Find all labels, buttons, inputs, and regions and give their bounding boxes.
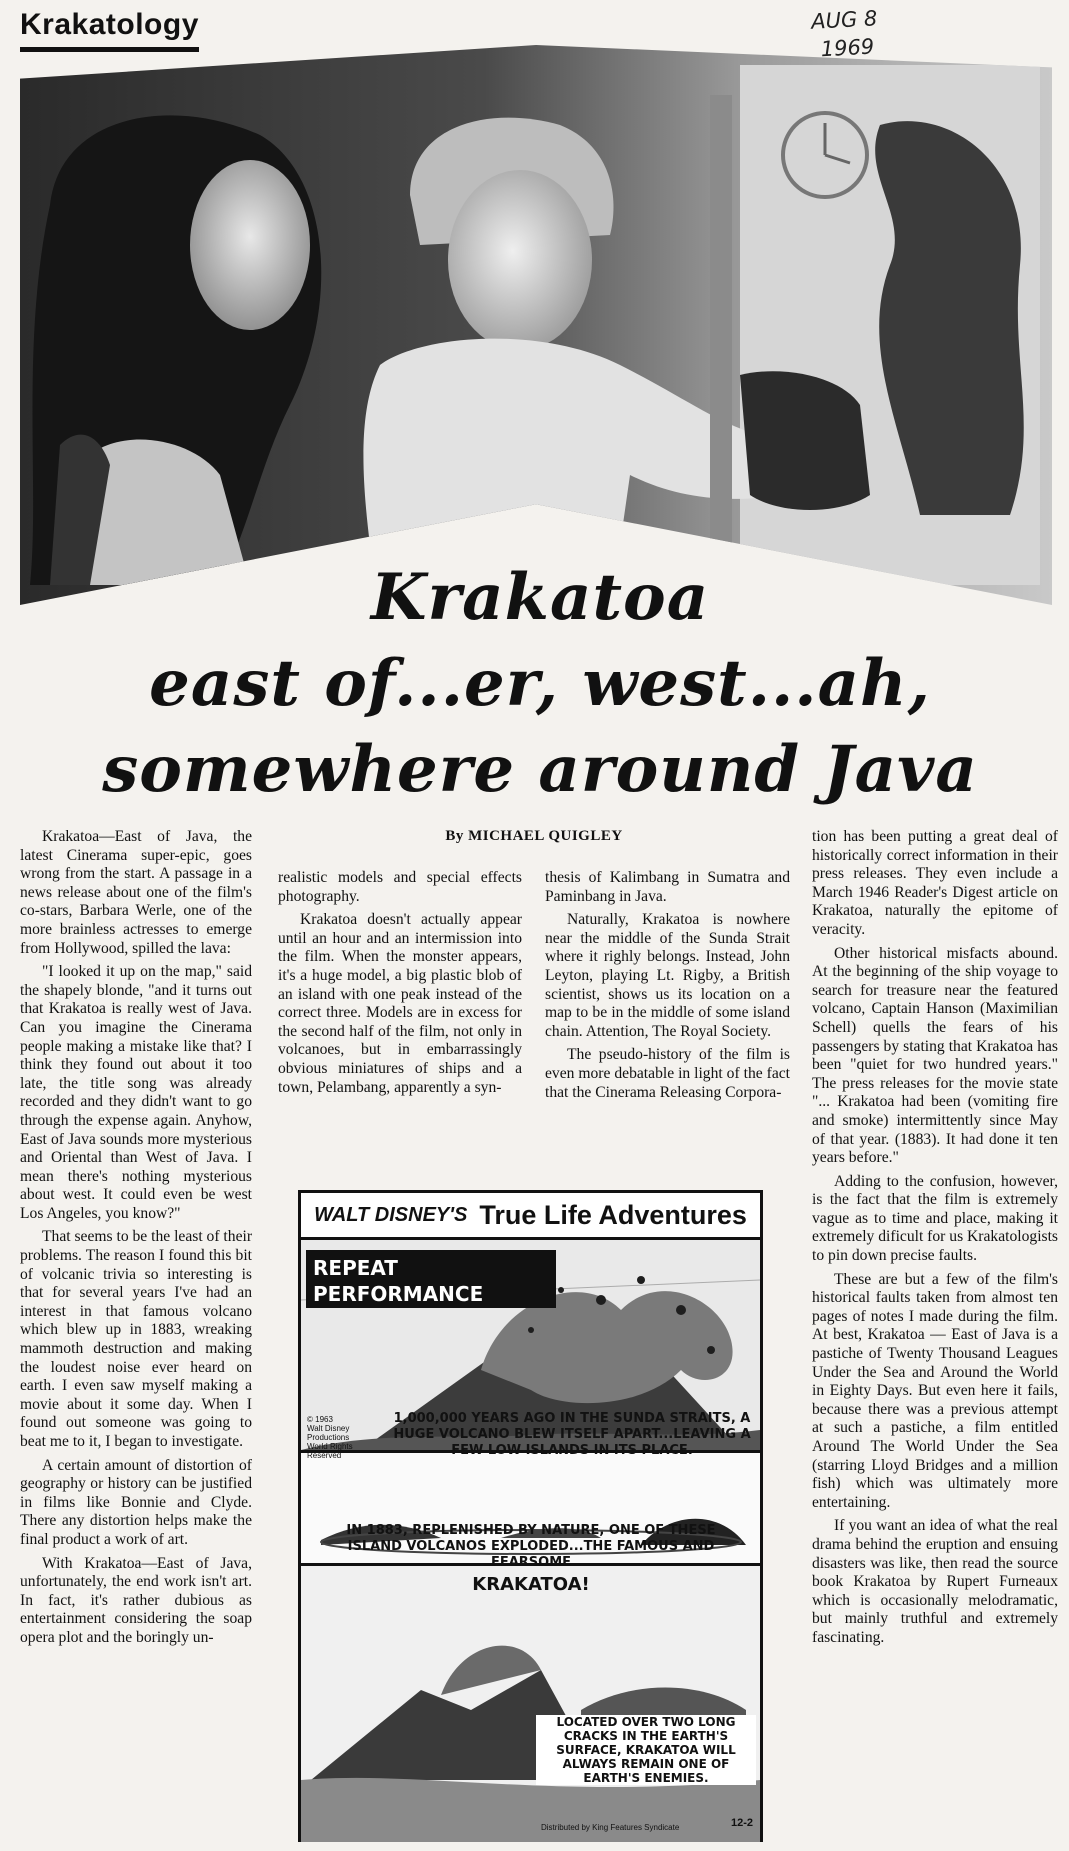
- paragraph: "I looked it up on the map," said the shapely blonde, "and it turns out that Krakatoa is really west of Java. Can you imagine the Cinerama people making a mistake like that? I think they found out about it too late, the title song was already recorded and they didn't want to go through the expense again. Anyhow, East of Java sounds more mysterious and Oriental than West of Java. I mean there's nothing mysterious about west. It could even be west Los Angeles, you know?": [20, 963, 252, 1222]
- byline: By MICHAEL QUIGLEY: [445, 828, 623, 844]
- caption-1: 1,000,000 YEARS AGO IN THE SUNDA STRAITS, A HUGE VOLCANO BLEW ITSELF APART...LEAVING A FEW LOW ISLANDS IN ITS PLACE.: [393, 1411, 751, 1458]
- comic-brand: WALT DISNEY'S: [314, 1203, 468, 1226]
- panel-title-line-2: PERFORMANCE: [313, 1282, 484, 1306]
- paragraph: thesis of Kalimbang in Sumatra and Paminbang in Java.: [545, 869, 790, 905]
- panel-title-line-1: REPEAT: [313, 1256, 398, 1280]
- comic-title-bar: [301, 1193, 760, 1240]
- headline-line-3: somewhere around Java: [102, 732, 978, 807]
- comic-series-title: True Life Adventures: [479, 1199, 747, 1230]
- comic-strip: [298, 1190, 763, 1842]
- paragraph: That seems to be the least of their problems. The reason I found this bit of volcanic trivia so interesting is that for several years I've had an interest in that famous volcano which blew up in 1883, wreaking mammoth destruction and making the loudest noise ever heard on earth. I even saw myself making a movie about it some day. When I found out someone was going to beat me to it, I began to investigate.: [20, 1228, 253, 1450]
- paragraph: A certain amount of distortion of geography or history can be justified in films like Bonnie and Clyde. There any distortion helps make the final product a work of art.: [20, 1456, 252, 1548]
- paragraph: Krakatoa—East of Java, the latest Cinerama super-epic, goes wrong from the start. A passage in a news release about one of the film's co-stars, Barbara Werle, one of the more brainless actresses to emerge from Hollywood, spilled the lava:: [20, 828, 252, 957]
- article-column-4: [812, 828, 1058, 1653]
- panel-title: [313, 1255, 551, 1307]
- copyright-line: Walt Disney Productions: [307, 1424, 350, 1442]
- distributor-credit: Distributed by King Features Syndicate: [541, 1823, 680, 1832]
- paragraph: tion has been putting a great deal of historically correct information in their press releases. They even include a March 1946 Reader's Digest article on Krakatoa, naturally the epitome of veracity.: [812, 828, 1058, 938]
- paragraph: With Krakatoa—East of Java, unfortunately, the end work isn't art. In fact, it's rather dubious as entertainment considering the soap opera plot and the boringly un-: [20, 1554, 252, 1646]
- article-column-3: [545, 869, 790, 1107]
- caption-3: LOCATED OVER TWO LONG CRACKS IN THE EARTH'S SURFACE, KRAKATOA WILL ALWAYS REMAIN ONE OF EARTH'S ENEMIES.: [536, 1715, 756, 1785]
- headline: [40, 555, 1040, 813]
- paragraph: Naturally, Krakatoa is nowhere near the middle of the Sunda Strait where it righly belongs. Instead, John Leyton, playing Lt. Rigby, a British scientist, shows us its location on a map to be in the middle of some island chain. Attention, The Royal Society.: [545, 911, 790, 1040]
- section-label: Krakatology: [20, 6, 199, 52]
- strip-number: 12-2: [731, 1817, 754, 1829]
- headline-line-2: east of...er, west...ah,: [149, 646, 931, 721]
- article-column-1: [20, 828, 252, 1653]
- handwritten-date-line2: 1969: [820, 34, 875, 62]
- copyright-notice: [307, 1415, 387, 1460]
- copyright-line: World Rights Reserved: [307, 1442, 353, 1460]
- paragraph: Krakatoa doesn't actually appear until an hour and an intermission into the film. When the monster appears, it's a huge model, a big plastic blob of an island with one peak instead of the correct three. Models are in excess for the second half of the film, not only in volcanoes, but in embarrassingly obvious miniatures of ships and a town, Pelambang, apparently a syn-: [278, 911, 522, 1096]
- paragraph: Other historical misfacts abound. At the beginning of the ship voyage to search for treasure near the featured volcano, Captain Hanson (Maximilian Schell) quells the fears of his passengers by stating that Krakatoa has been "quiet for two hundred years." The press releases for the movie state "... Krakatoa had been (vomiting fire and smoke) intermittently since May of that year. (1883). It had done it ten years before.": [812, 944, 1058, 1167]
- paragraph: realistic models and special effects photography.: [278, 869, 522, 905]
- paragraph: If you want an idea of what the real drama behind the eruption and ensuing disasters was like, then read the source book Krakatoa by Rupert Furneaux which is occasionally melodramatic, but mainly truthful and extremely fascinating.: [812, 1517, 1058, 1646]
- caption-2: IN 1883, REPLENISHED BY NATURE, ONE OF THESE ISLAND VOLCANOS EXPLODED...THE FAMOUS AND FEARSOME: [346, 1523, 716, 1570]
- paragraph: Adding to the confusion, however, is the fact that the film is extremely vague as to time and place, making it extremely dificult for us Krakatologists to pin down precise faults.: [812, 1172, 1058, 1265]
- handwritten-date-line1: AUG 8: [810, 6, 878, 34]
- caption-2-emphasis: KRAKATOA!: [472, 1574, 590, 1595]
- handwritten-date: [811, 4, 880, 63]
- movie-still-photo: [20, 45, 1052, 605]
- copyright-line: © 1963: [307, 1415, 333, 1424]
- article-column-2: [278, 869, 522, 1102]
- paragraph: The pseudo-history of the film is even more debatable in light of the fact that the Cinerama Releasing Corpora-: [545, 1046, 790, 1101]
- paragraph: These are but a few of the film's historical faults taken from almost ten pages of notes I made during the film. At best, Krakatoa — East of Java is a pastiche of Twenty Thousand Leagues Under the Sea and Around the World in Eighty Days. But even here it fails, because there was a previous attempt at such a pastiche, a film entitled Around The World Under the Sea (starring Lloyd Bridges and a million fish) which was ultimately more entertaining.: [812, 1270, 1058, 1511]
- headline-line-1: Krakatoa: [370, 560, 710, 635]
